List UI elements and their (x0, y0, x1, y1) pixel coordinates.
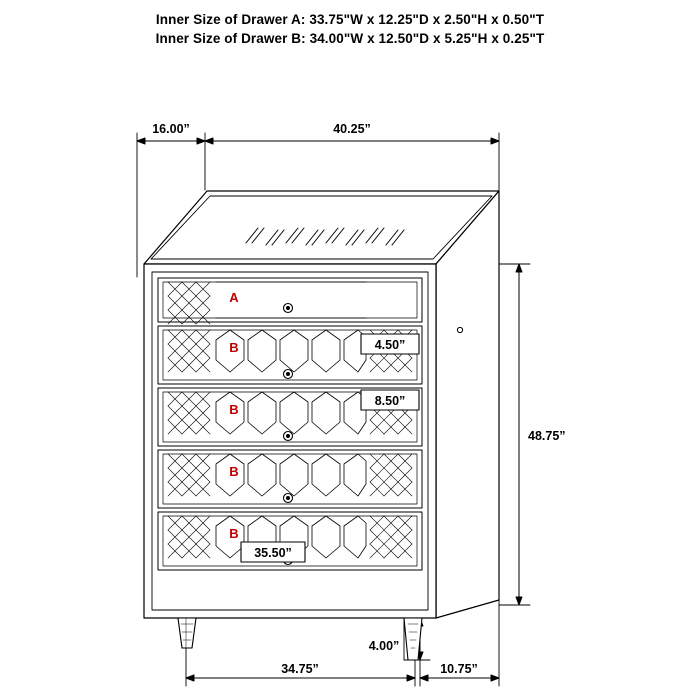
dim-bottom-width-label: 34.75” (281, 662, 319, 676)
drawer-b-spec-text: Inner Size of Drawer B: 34.00"W x 12.50"D x 5.25"H x 0.25"T (155, 31, 545, 46)
drawer-label-b2: B (229, 402, 239, 417)
knob-icon-a (284, 304, 293, 313)
dim-top-left-label: 16.00” (152, 122, 190, 136)
drawer-label-b1: B (229, 340, 239, 355)
knob-icon-b2 (284, 432, 293, 441)
drawer-label-b4: B (229, 526, 239, 541)
dim-foot-height-label: 4.00” (368, 639, 400, 653)
top-dimension-line (137, 138, 499, 144)
drawer-a-spec-text: Inner Size of Drawer A: 33.75"W x 12.25"D x 2.50"H x 0.50"T (155, 12, 545, 27)
callout-inner-1: 4.50” (374, 338, 406, 352)
dim-height-label: 48.75” (528, 429, 566, 443)
side-knob-icon (457, 327, 462, 332)
cabinet-side-panel (436, 191, 499, 618)
callout-inner-3: 35.50” (254, 546, 292, 560)
drawer-label-b3: B (229, 464, 239, 479)
knob-icon-b1 (284, 370, 293, 379)
knob-icon-b3 (284, 494, 293, 503)
callout-inner-2: 8.50” (374, 394, 406, 408)
dim-bottom-right-label: 10.75” (440, 662, 478, 676)
drawer-label-a: A (229, 290, 239, 305)
drawer-fronts (158, 278, 422, 570)
dim-top-right-label: 40.25” (333, 122, 371, 136)
right-height-dimension (516, 264, 522, 605)
